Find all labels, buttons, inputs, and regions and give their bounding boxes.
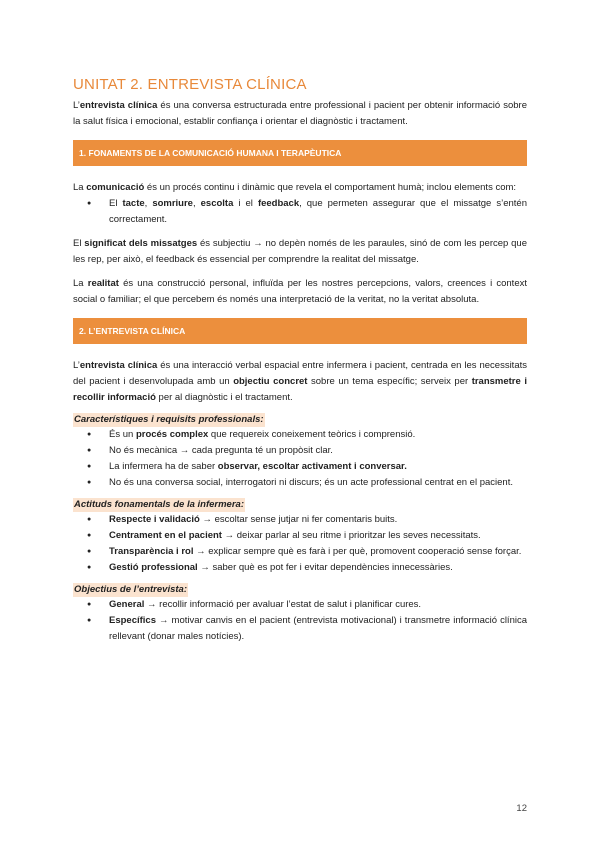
- intro-paragraph: L’entrevista clínica és una conversa estructurada entre professional i pacient per obtenir informació sobre la salut física i emocional, establir confiança i orientar el diagnòstic i tractament.: [73, 100, 527, 127]
- characteristics-list: [73, 427, 527, 491]
- subheading-objectives: Objectius de l’entrevista:: [74, 584, 187, 595]
- list-item: ● General → recollir informació per avaluar l’estat de salut i planificar cures.: [73, 597, 527, 613]
- list-item: ● És un procés complex que requereix coneixement teòrics i comprensió.: [73, 427, 527, 443]
- reality-paragraph: La realitat és una construcció personal, influïda per les nostres percepcions, valors, creences i context social o familiar; el que percebem és només una interpretació de la veritat, no la veritat absoluta.: [73, 278, 527, 305]
- interview-paragraph: L’entrevista clínica és una interacció verbal espacial entre infermera i pacient, centrada en les necessitats del pacient i desenvolupada amb un objectiu concret sobre un tema específic; serveix per transmetre i recollir informació per al diagnòstic i el tractament.: [73, 360, 527, 403]
- list-item: ● Específics → motivar canvis en el pacient (entrevista motivacional) i transmetre informació clínica rellevant (donar males notícies).: [73, 613, 527, 645]
- attitudes-list: [73, 512, 527, 576]
- objectives-list: [73, 597, 527, 645]
- list-item: ● Gestió professional → saber què es pot fer i evitar dependències innecessàries.: [73, 560, 527, 576]
- list-item: ● Respecte i validació → escoltar sense jutjar ni fer comentaris buits.: [73, 512, 527, 528]
- list-item: ● No és mecànica → cada pregunta té un propòsit clar.: [73, 443, 527, 459]
- section-heading-1: 1. FONAMENTS DE LA COMUNICACIÓ HUMANA I TERAPÈUTICA: [73, 140, 527, 166]
- list-item: ● Transparència i rol → explicar sempre què es farà i per què, promovent cooperació sense forçar.: [73, 544, 527, 560]
- list-item: ● Centrament en el pacient → deixar parlar al seu ritme i prioritzar les seves necessitats.: [73, 528, 527, 544]
- page-number: 12: [516, 803, 527, 814]
- section-heading-2: 2. L’ENTREVISTA CLÍNICA: [73, 318, 527, 344]
- subheading-characteristics: Característiques i requisits professionals:: [74, 414, 264, 425]
- list-item: ● No és una conversa social, interrogatori ni discurs; és un acte professional centrat en el pacient.: [73, 475, 527, 491]
- subheading-attitudes: Actituds fonamentals de la infermera:: [74, 499, 244, 510]
- list-item: ● El tacte, somriure, escolta i el feedback, que permeten assegurar que el missatge s’entén correctament.: [73, 196, 527, 228]
- page-content: [73, 76, 527, 645]
- list-item: ● La infermera ha de saber observar, escoltar activament i conversar.: [73, 459, 527, 475]
- meaning-paragraph: El significat dels missatges és subjectiu → no depèn només de les paraules, sinó de com les percep que les rep, per això, el feedback és essencial per comprendre la realitat del missatge.: [73, 238, 527, 265]
- page-title: UNITAT 2. ENTREVISTA CLÍNICA: [73, 76, 307, 93]
- communication-paragraph: La comunicació és un procés continu i dinàmic que revela el comportament humà; inclou elements com:: [73, 182, 517, 193]
- communication-elements-list: [73, 196, 527, 228]
